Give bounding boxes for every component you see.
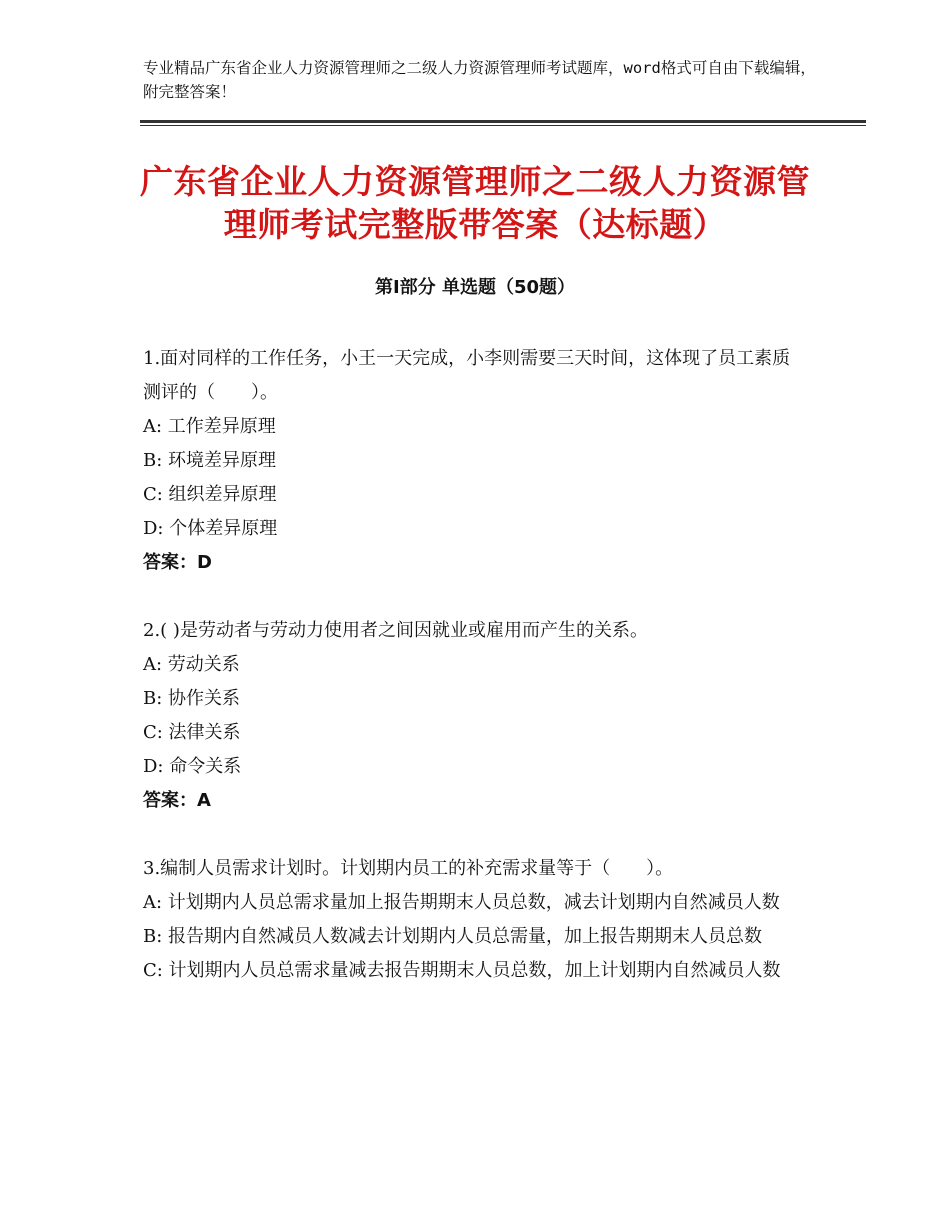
option-a: A: 工作差异原理 [143, 416, 276, 437]
question-stem: 1.面对同样的工作任务，小王一天完成，小李则需要三天时间，这体现了员工素质测评的（ ）。 [143, 348, 791, 403]
option-b: B: 报告期内自然减员人数减去计划期内人员总需量，加上报告期期末人员总数 [143, 926, 763, 947]
question-2 [143, 614, 808, 818]
header-rule-thin [140, 125, 866, 126]
question-list [143, 342, 808, 1022]
option-b: B: 协作关系 [143, 688, 241, 709]
option-c: C: 计划期内人员总需求量减去报告期期末人员总数，加上计划期内自然减员人数 [143, 960, 781, 981]
question-3 [143, 852, 808, 988]
option-c: C: 组织差异原理 [143, 484, 277, 505]
option-c: C: 法律关系 [143, 722, 241, 743]
header-rule-thick [140, 120, 866, 123]
answer-label: 答案：A [143, 790, 211, 811]
question-stem: 2.( )是劳动者与劳动力使用者之间因就业或雇用而产生的关系。 [143, 620, 648, 641]
section-title: 第I部分 单选题（50题） [374, 277, 575, 298]
option-a: A: 计划期内人员总需求量加上报告期期末人员总数，减去计划期内自然减员人数 [143, 892, 780, 913]
question-1 [143, 342, 808, 580]
option-d: D: 个体差异原理 [143, 518, 278, 539]
option-d: D: 命令关系 [143, 756, 242, 777]
answer-label: 答案：D [143, 552, 212, 573]
question-stem: 3.编制人员需求计划时。计划期内员工的补充需求量等于（ ）。 [143, 858, 674, 879]
option-a: A: 劳动关系 [143, 654, 240, 675]
document-title: 广东省企业人力资源管理师之二级人力资源管理师考试完整版带答案（达标题） [140, 162, 810, 244]
header-note: 专业精品广东省企业人力资源管理师之二级人力资源管理师考试题库，word格式可自由下载编辑，附完整答案！ [143, 59, 816, 101]
option-b: B: 环境差异原理 [143, 450, 277, 471]
